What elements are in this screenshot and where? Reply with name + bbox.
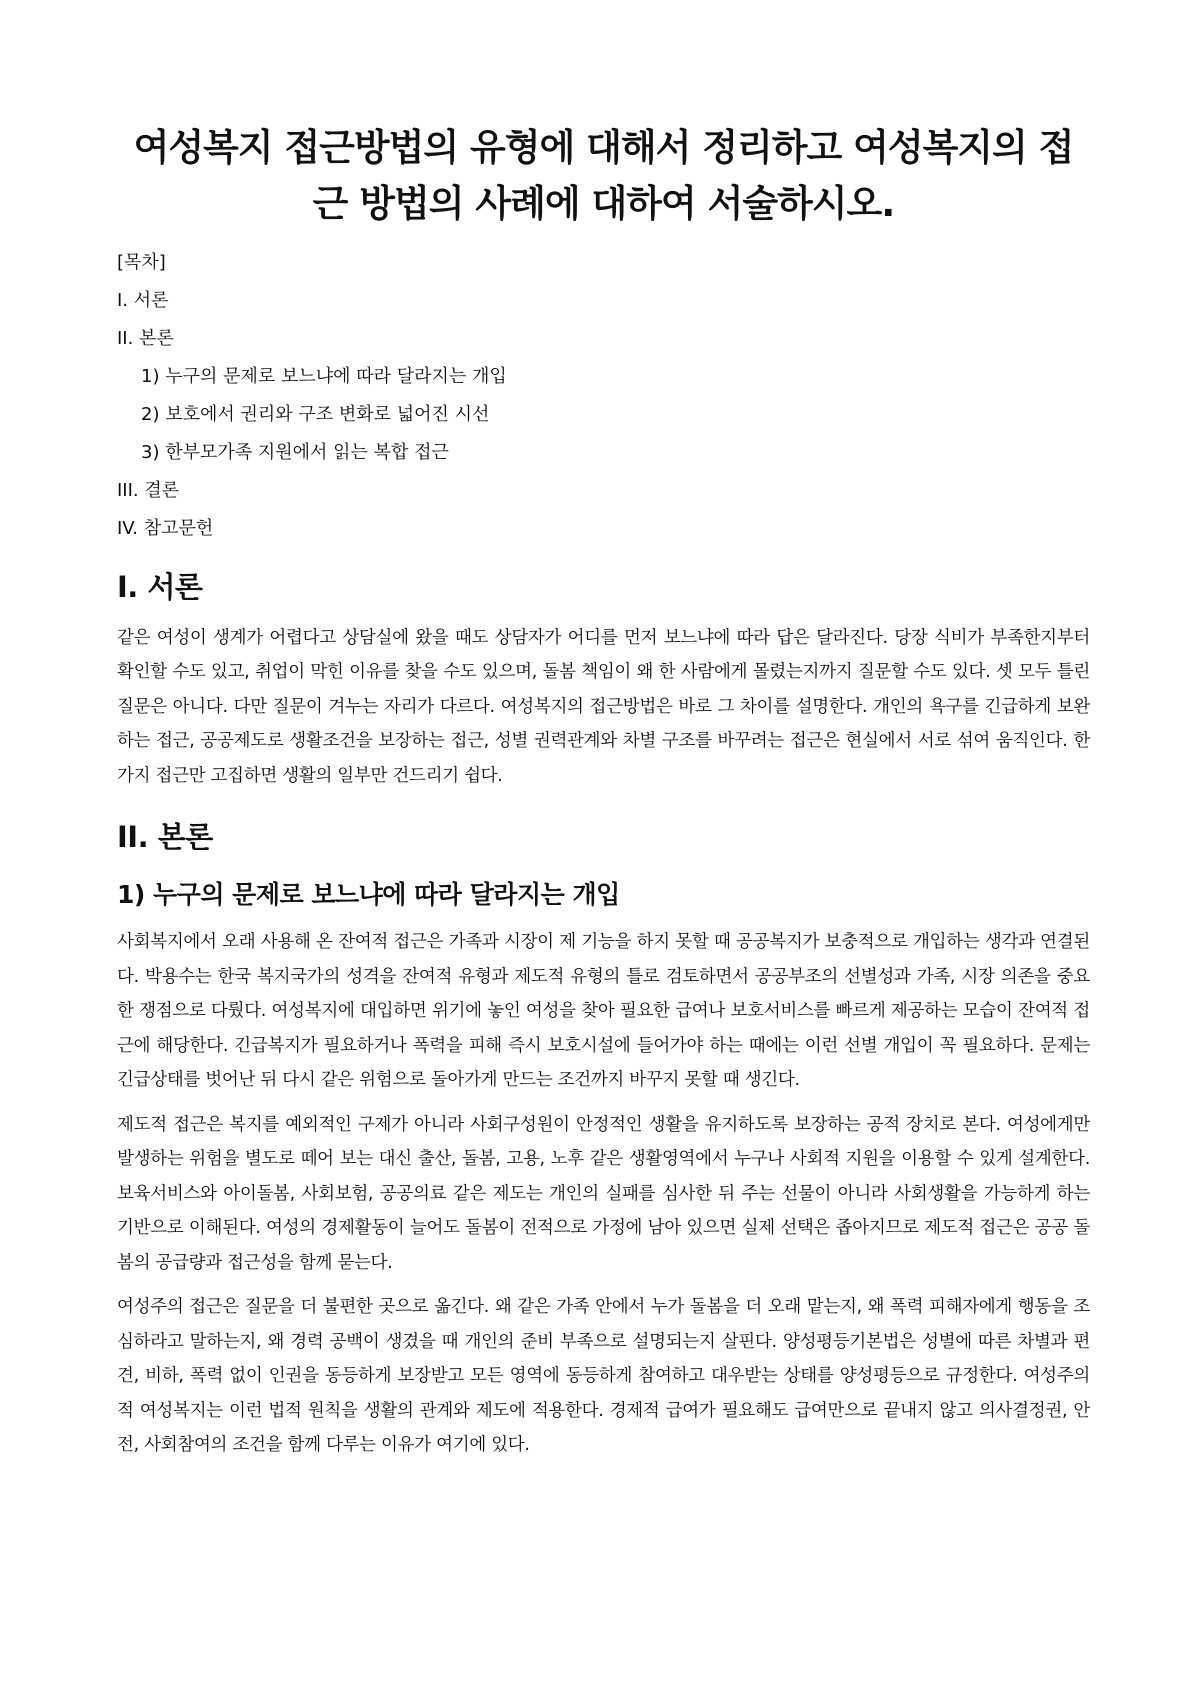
body-heading: II. 본론: [117, 820, 213, 855]
body-paragraph: 제도적 접근은 복지를 예외적인 구제가 아니라 사회구성원이 안정적인 생활을 유지하도록 보장하는 공적 장치로 본다. 여성에게만 발생하는 위험을 별도로 떼어 보는 대신 출산, 돌봄, 고용, 노후 같은 생활영역에서 누구나 사회적 지원을 이용할 수 있게 설계한다. 보육서비스와 아이돌봄, 사회보험, 공공의료 같은 제도는 개인의 실패를 심사한 뒤 주는 선물이 아니라 사회생활을 가능하게 하는 기반으로 이해된다. 여성의 경제활동이 늘어도 돌봄이 전적으로 가정에 남아 있으면 실제 선택은 좁아지므로 제도적 접근은 공공 돌봄의 공급량과 접근성을 함께 묻는다.: [117, 1114, 1090, 1273]
body-paragraph: 사회복지에서 오래 사용해 온 잔여적 접근은 가족과 시장이 제 기능을 하지 못할 때 공공복지가 보충적으로 개입하는 생각과 연결된다. 박용수는 한국 복지국가의 성격을 잔여적 유형과 제도적 유형의 틀로 검토하면서 공공부조의 선별성과 가족, 시장 의존을 중요한 쟁점으로 다뤘다. 여성복지에 대입하면 위기에 놓인 여성을 찾아 필요한 급여나 보호서비스를 빠르게 제공하는 모습이 잔여적 접근에 해당한다. 긴급복지가 필요하거나 폭력을 피해 즉시 보호시설에 들어가야 하는 때에는 이런 선별 개입이 꼭 필요하다. 문제는 긴급상태를 벗어난 뒤 다시 같은 위험으로 돌아가게 만드는 조건까지 바꾸지 못할 때 생긴다.: [117, 932, 1090, 1091]
intro-section: [117, 569, 1090, 793]
toc-item-body-1: 1) 누구의 문제로 보느냐에 따라 달라지는 개입: [141, 366, 507, 387]
body-paragraph: 여성주의 접근은 질문을 더 불편한 곳으로 옮긴다. 왜 같은 가족 안에서 누가 돌봄을 더 오래 맡는지, 왜 폭력 피해자에게 행동을 조심하라고 말하는지, 왜 경력 공백이 생겼을 때 개인의 준비 부족으로 설명되는지 살핀다. 양성평등기본법은 성별에 따른 차별과 편견, 비하, 폭력 없이 인권을 동등하게 보장받고 모든 영역에 동등하게 참여하고 대우받는 상태를 양성평등으로 규정한다. 여성주의적 여성복지는 이런 법적 원칙을 생활의 관계와 제도에 적용한다. 경제적 급여가 필요해도 급여만으로 끝내지 않고 의사결정권, 안전, 사회참여의 조건을 함께 다루는 이유가 여기에 있다.: [117, 1297, 1090, 1456]
intro-heading: I. 서론: [117, 570, 203, 604]
body-subheading-1: 1) 누구의 문제로 보느냐에 따라 달라지는 개입: [117, 879, 620, 909]
body-section: [117, 819, 1090, 1463]
toc-item-conclusion: III. 결론: [117, 480, 180, 501]
intro-paragraph: 같은 여성이 생계가 어렵다고 상담실에 왔을 때도 상담자가 어디를 먼저 보느냐에 따라 답은 달라진다. 당장 식비가 부족한지부터 확인할 수도 있고, 취업이 막힌 이유를 찾을 수도 있으며, 돌봄 책임이 왜 한 사람에게 몰렸는지까지 질문할 수도 있다. 셋 모두 틀린 질문은 아니다. 다만 질문이 겨누는 자리가 다르다. 여성복지의 접근방법은 바로 그 차이를 설명한다. 개인의 욕구를 긴급하게 보완하는 접근, 공공제도로 생활조건을 보장하는 접근, 성별 권력관계와 차별 구조를 바꾸려는 접근은 현실에서 서로 섞여 움직인다. 한 가지 접근만 고집하면 생활의 일부만 건드리기 쉽다.: [117, 627, 1090, 786]
toc-item-body-3: 3) 한부모가족 지원에서 읽는 복합 접근: [141, 442, 449, 463]
toc-heading: [목차]: [117, 252, 166, 273]
toc-item-body-2: 2) 보호에서 권리와 구조 변화로 넓어진 시선: [141, 404, 490, 425]
document-title: 여성복지 접근방법의 유형에 대해서 정리하고 여성복지의 접근 방법의 사례에 대하여 서술하시오.: [133, 126, 1074, 225]
toc-item-intro: I. 서론: [117, 290, 169, 311]
toc-item-body: II. 본론: [117, 328, 174, 349]
table-of-contents: [117, 253, 1090, 539]
toc-item-references: IV. 참고문헌: [117, 518, 214, 539]
